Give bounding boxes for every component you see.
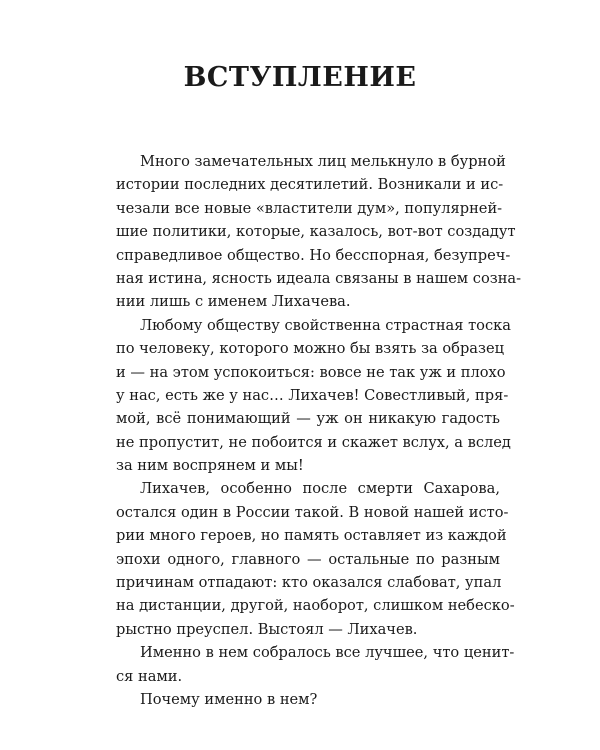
text-line: Много замечательных лиц мелькнуло в бурной	[140, 153, 506, 170]
text-line: и — на этом успокоиться: вовсе не так уж и плохо	[116, 363, 506, 381]
text-line: ся нами.	[116, 667, 183, 685]
text-line: чезали все новые «властители дум», популярней-	[116, 199, 503, 217]
text-line: рии много героев, но память оставляет из каждой	[116, 527, 507, 545]
text-line: не пропустит, не побоится и скажет вслух, а вслед	[116, 433, 511, 451]
text-line: у нас, есть же у нас… Лихачев! Совестливый, пря-	[116, 386, 509, 404]
body-text	[116, 150, 522, 711]
text-line: причинам отпадают: кто оказался слабоват, упал	[116, 574, 502, 592]
text-line: ная истина, ясность идеала связаны в нашем созна-	[116, 269, 522, 287]
text-line: Любому обществу свойственна страстная тоска	[140, 316, 511, 334]
text-line: остался один в России такой. В новой нашей исто-	[116, 503, 509, 521]
text-line: эпохи одного, главного — остальные по разным	[116, 550, 500, 568]
text-line: по человеку, которого можно бы взять за образец	[116, 340, 504, 358]
text-line: на дистанции, другой, наоборот, слишком небеско-	[116, 597, 515, 615]
text-line: справедливое общество. Но бесспорная, безупреч-	[116, 246, 511, 264]
text-line: Именно в нем собралось все лучшее, что ценит-	[140, 644, 515, 662]
text-line: шие политики, которые, казалось, вот-вот создадут	[116, 223, 516, 241]
text-line: истории последних десятилетий. Возникали и ис-	[116, 176, 504, 194]
text-line: Почему именно в нем?	[140, 690, 318, 708]
chapter-title: ВСТУПЛЕНИЕ	[183, 62, 417, 93]
text-line: мой, всё понимающий — уж он никакую гадость	[116, 410, 500, 428]
text-line: за ним воспрянем и мы!	[116, 457, 304, 475]
text-line: нии лишь с именем Лихачева.	[116, 293, 351, 311]
text-line: рыстно преуспел. Выстоял — Лихачев.	[116, 620, 418, 638]
text-line: Лихачев, особенно после смерти Сахарова,	[140, 480, 500, 498]
